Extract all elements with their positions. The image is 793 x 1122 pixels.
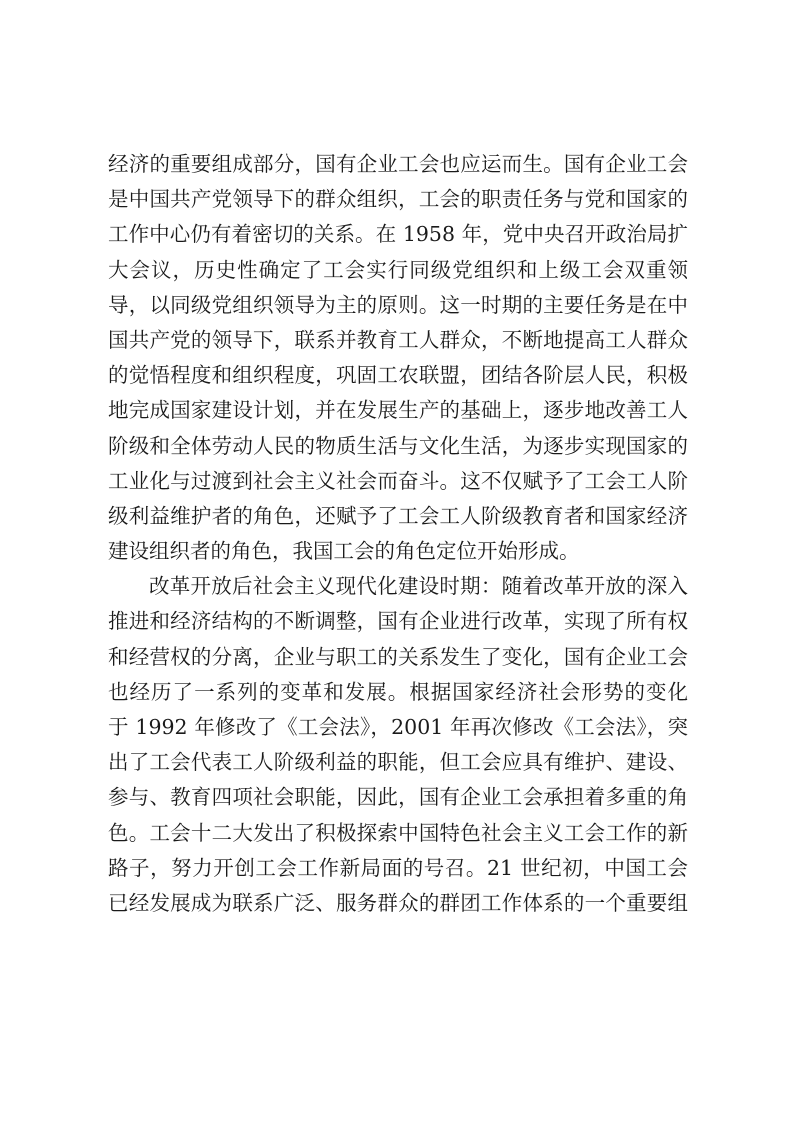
text-line: 工作中心仍有着密切的关系。在 1958 年，党中央召开政治局扩 (108, 222, 688, 247)
text-line: 和经营权的分离，企业与职工的关系发生了变化，国有企业工会 (108, 644, 688, 669)
text-line: 是中国共产党领导下的群众组织，工会的职责任务与党和国家的 (108, 187, 688, 212)
text-line: 路子，努力开创工会工作新局面的号召。21 世纪初，中国工会 (108, 855, 688, 880)
text-line: 色。工会十二大发出了积极探索中国特色社会主义工会工作的新 (108, 820, 688, 845)
text-line: 出了工会代表工人阶级利益的职能，但工会应具有维护、建设、 (108, 750, 688, 775)
text-line: 改革开放后社会主义现代化建设时期：随着改革开放的深入 (149, 574, 688, 599)
text-line: 参与、教育四项社会职能，因此，国有企业工会承担着多重的角 (108, 785, 688, 810)
text-line: 建设组织者的角色，我国工会的角色定位开始形成。 (108, 539, 580, 564)
text-line: 导，以同级党组织领导为主的原则。这一时期的主要任务是在中 (108, 292, 688, 317)
text-line: 阶级和全体劳动人民的物质生活与文化生活，为逐步实现国家的 (108, 433, 688, 458)
body-text (108, 147, 688, 921)
text-line: 国共产党的领导下，联系并教育工人群众，不断地提高工人群众 (108, 327, 688, 352)
text-line: 级利益维护者的角色，还赋予了工会工人阶级教育者和国家经济 (108, 503, 688, 528)
text-line: 大会议，历史性确定了工会实行同级党组织和上级工会双重领 (108, 257, 688, 282)
text-line: 推进和经济结构的不断调整，国有企业进行改革，实现了所有权 (108, 609, 688, 634)
text-line: 经济的重要组成部分，国有企业工会也应运而生。国有企业工会 (108, 152, 688, 176)
paragraph (108, 569, 688, 921)
text-line: 工业化与过渡到社会主义社会而奋斗。这不仅赋予了工会工人阶 (108, 468, 688, 493)
text-line: 的觉悟程度和组织程度，巩固工农联盟，团结各阶层人民，积极 (108, 363, 688, 388)
text-line: 已经发展成为联系广泛、服务群众的群团工作体系的一个重要组 (108, 890, 688, 915)
text-line: 也经历了一系列的变革和发展。根据国家经济社会形势的变化 (108, 679, 688, 704)
text-line: 于 1992 年修改了《工会法》，2001 年再次修改《工会法》，突 (108, 715, 688, 739)
text-line: 地完成国家建设计划，并在发展生产的基础上，逐步地改善工人 (108, 398, 688, 423)
paragraph (108, 147, 688, 569)
